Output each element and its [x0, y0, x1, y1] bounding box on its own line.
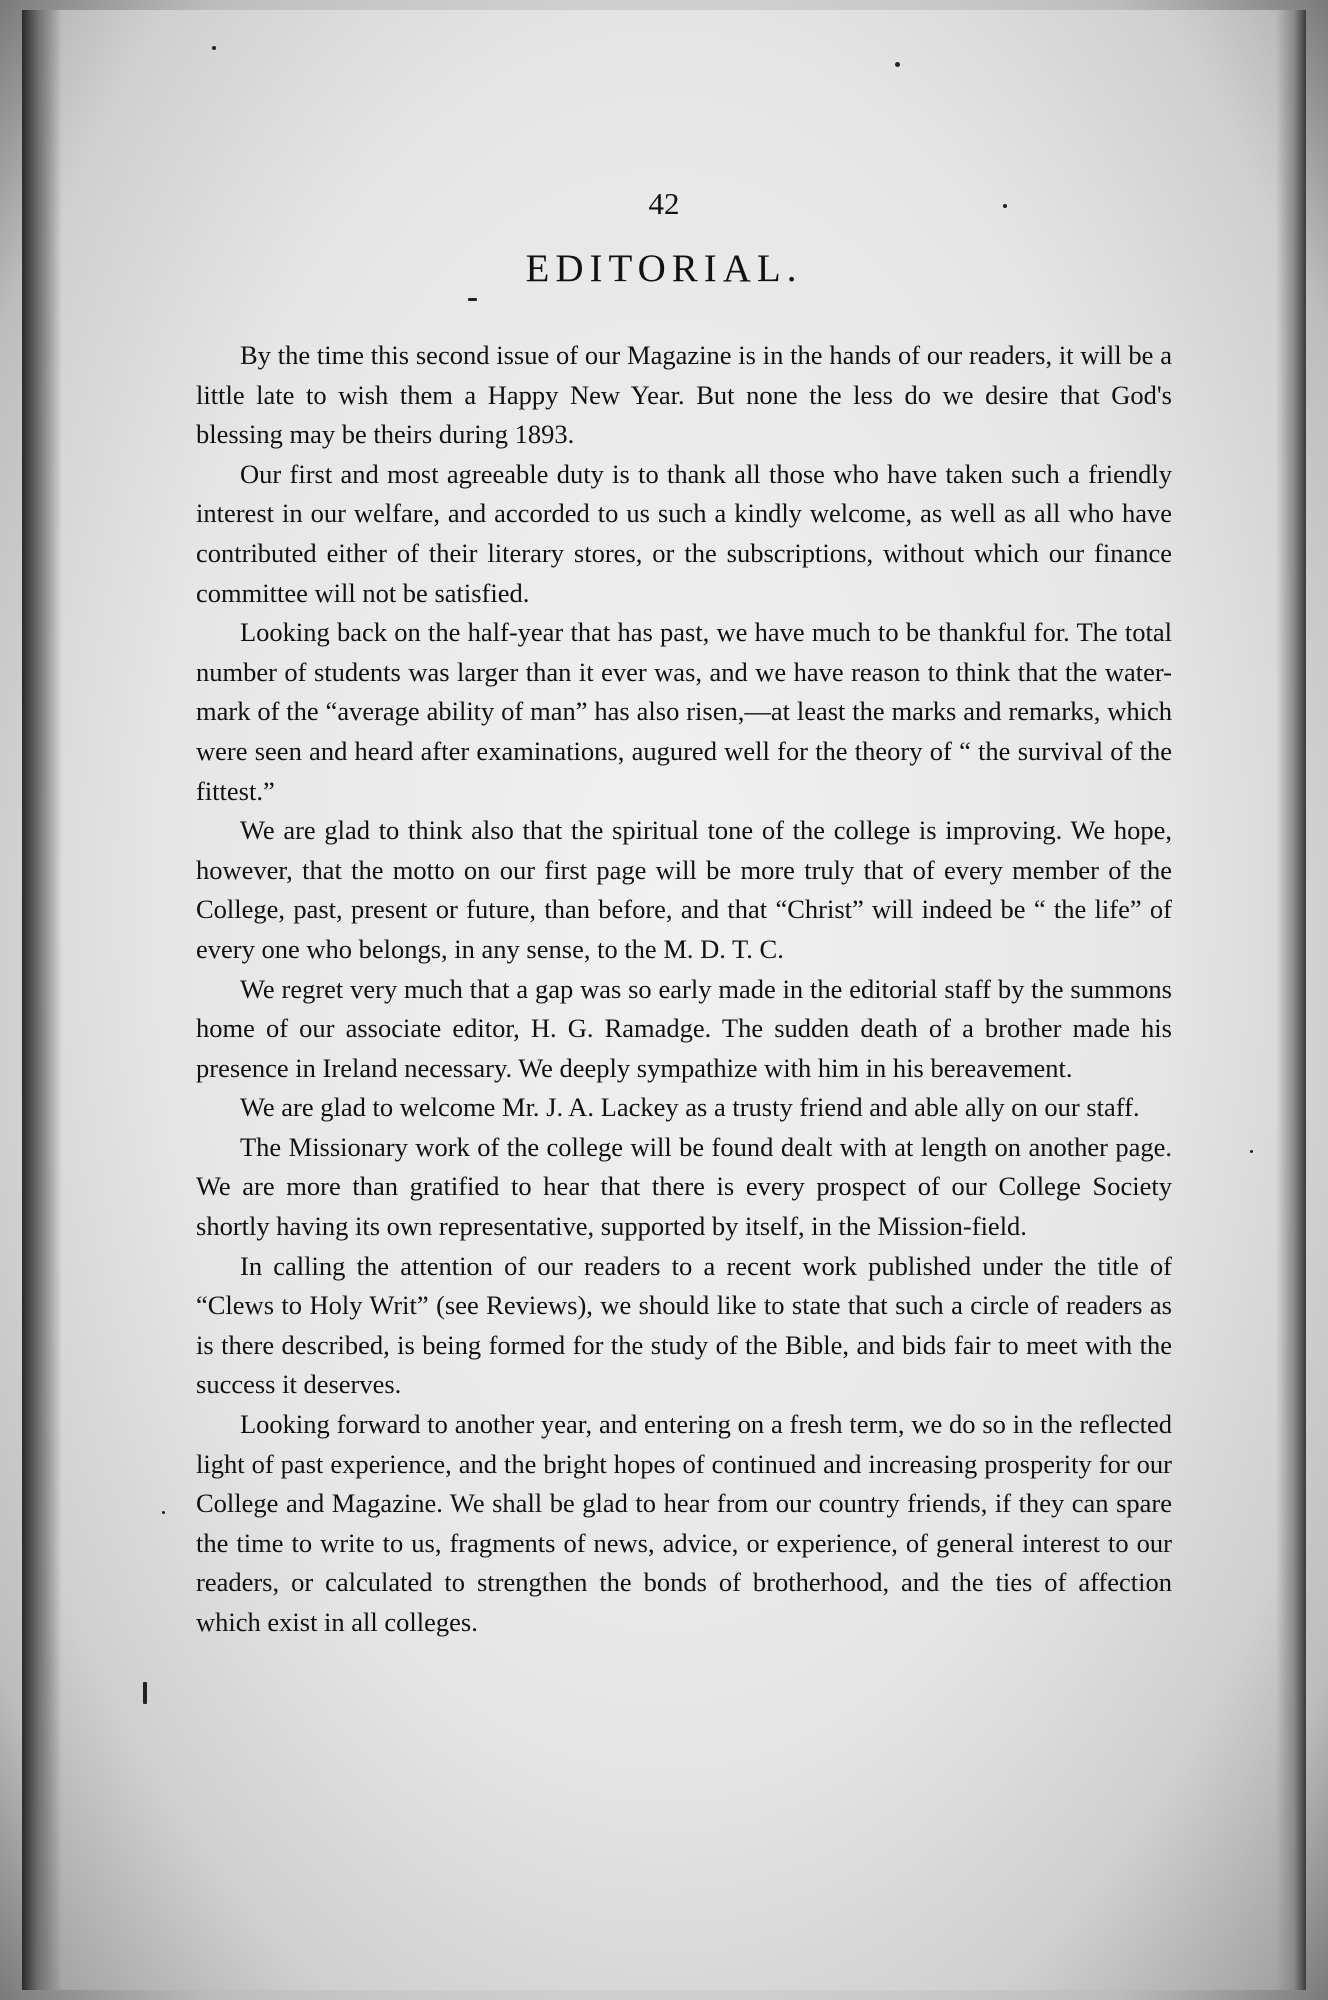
ink-speck	[895, 62, 900, 67]
paragraph: We are glad to welcome Mr. J. A. Lackey as a trusty friend and able ally on our staff.	[240, 1092, 1140, 1123]
editorial-body	[196, 336, 1172, 1643]
page-right-shadow	[1276, 10, 1306, 1990]
paragraph: We are glad to think also that the spiritual tone of the college is improving. We hope, however, that the motto on our first page will be more truly that of every member of the College, past, present or future, than before, and that “Christ” will indeed be “ the life” of every one who belongs, in any sense, to the M. D. T. C.	[196, 815, 1172, 964]
page-heading: EDITORIAL.	[525, 247, 803, 290]
paragraph: By the time this second issue of our Magazine is in the hands of our readers, it will be a little late to wish them a Happy New Year. But none the less do we desire that God's blessing may be theirs during 1893.	[196, 340, 1172, 450]
ink-speck	[1250, 1150, 1253, 1153]
paragraph: Looking back on the half-year that has past, we have much to be thankful for. The total number of students was larger than it ever was, and we have reason to think that the water-mark of the “average ability of man” has also risen,—at least the marks and remarks, which were seen and heard after examinations, augured well for the theory of “ the survival of the fittest.”	[196, 617, 1172, 806]
paragraph: Looking forward to another year, and entering on a fresh term, we do so in the reflected light of past experience, and the bright hopes of continued and increasing prosperity for our College and Magazine. We shall be glad to hear from our country friends, if they can spare the time to write to us, fragments of news, advice, or experience, of general interest to our readers, or calculated to strengthen the bonds of brotherhood, and the ties of affection which exist in all colleges.	[196, 1409, 1172, 1637]
ink-speck	[143, 1682, 147, 1704]
paragraph: Our first and most agreeable duty is to thank all those who have taken such a friendly interest in our welfare, and accorded to us such a kindly welcome, as well as all who have contributed either of their literary stores, or the subscriptions, without which our finance committee will not be satisfied.	[196, 458, 1172, 608]
ink-speck	[162, 1511, 165, 1514]
paragraph: The Missionary work of the college will be found dealt with at length on another page. We are more than gratified to hear that there is every prospect of our College Society shortly having its own representative, supported by itself, in the Mission-field.	[196, 1131, 1172, 1242]
paragraph: In calling the attention of our readers to a recent work published under the title of “Clews to Holy Writ” (see Reviews), we should like to state that such a circle of readers as is there described, is being formed for the study of the Bible, and bids fair to meet with the success it deserves.	[196, 1250, 1172, 1400]
page-left-shadow	[22, 10, 62, 1990]
ink-speck	[212, 46, 216, 50]
paragraph: We regret very much that a gap was so early made in the editorial staff by the summons home of our associate editor, H. G. Ramadge. The sudden death of a brother made his presence in Ireland necessary. We deeply sympathize with him in his bereavement.	[196, 973, 1172, 1083]
page-number: 42	[648, 186, 680, 221]
ink-speck	[468, 298, 477, 301]
